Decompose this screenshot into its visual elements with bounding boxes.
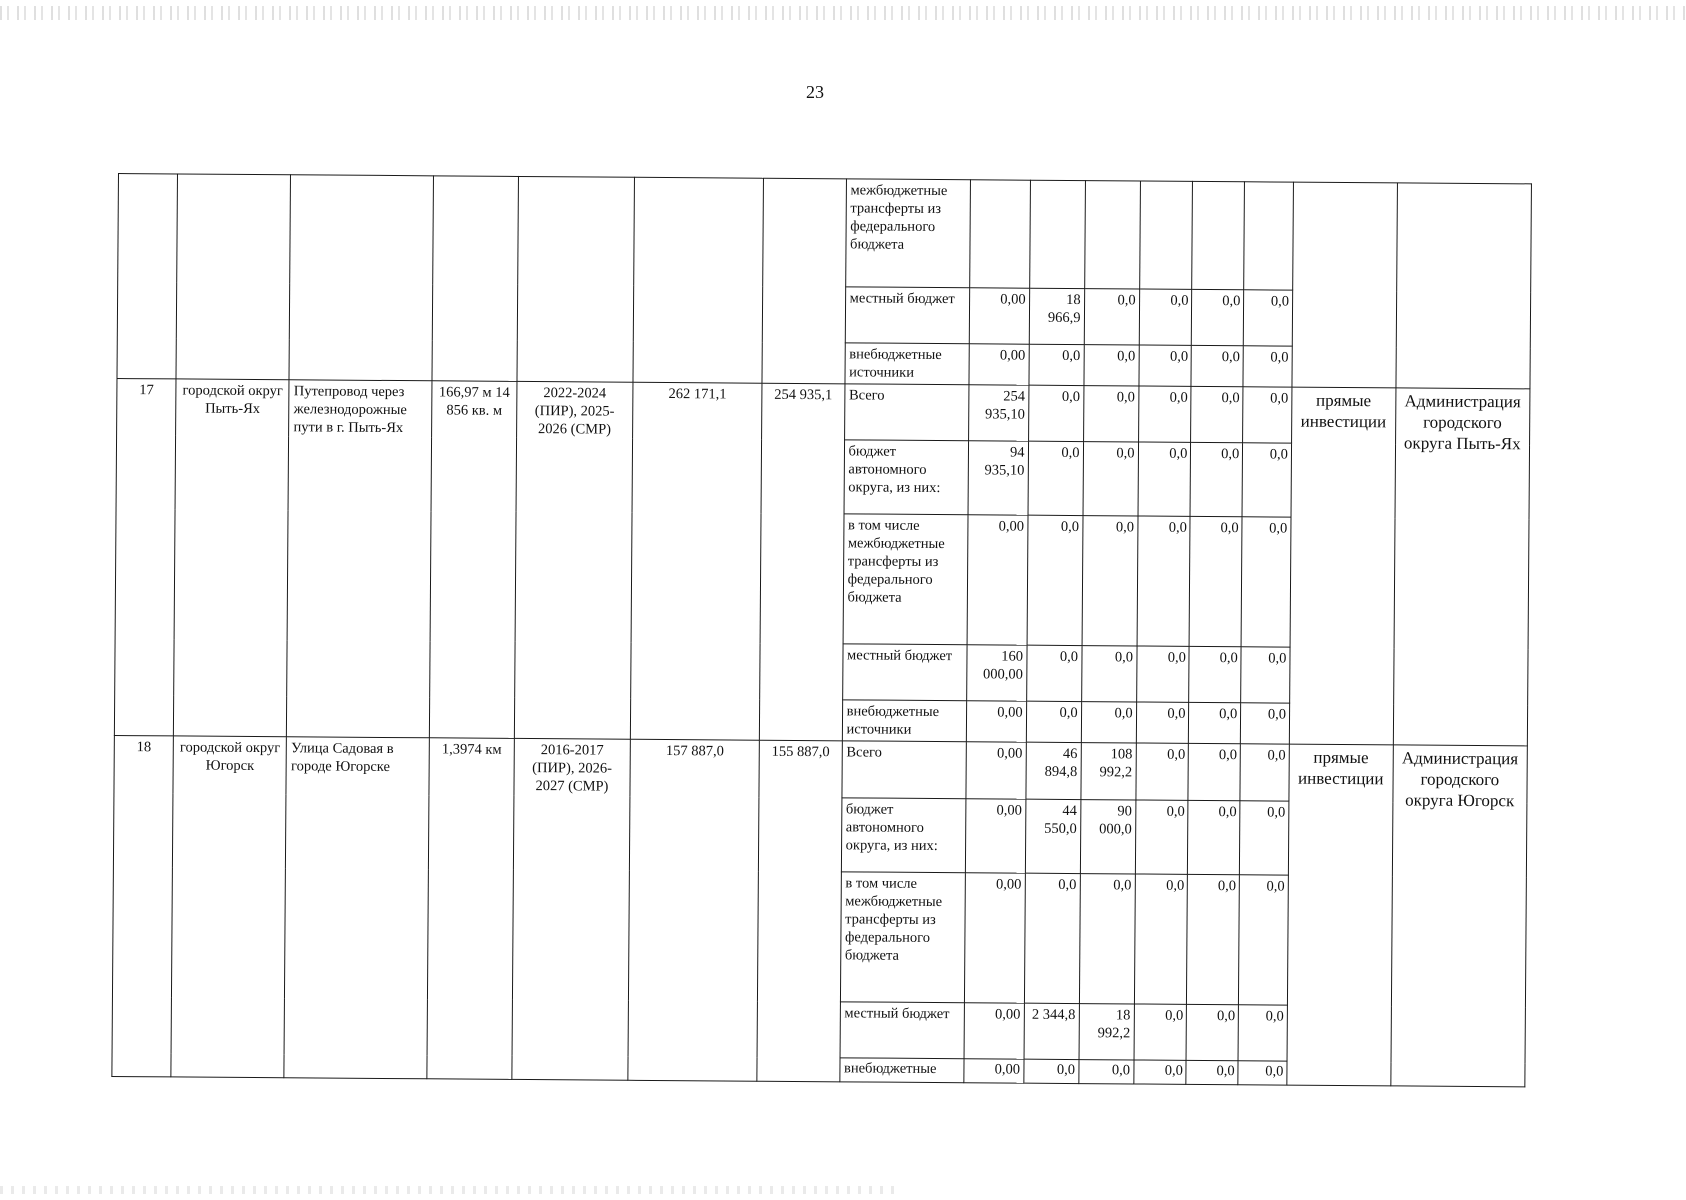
project-territory: городской округ Пыть-Ях <box>174 379 290 737</box>
amount-cell: 0,0 <box>1238 1061 1287 1085</box>
amount-cell <box>1139 181 1193 289</box>
funding-source: Всего <box>842 741 967 799</box>
amount-cell: 0,0 <box>1026 701 1081 742</box>
funding-source: бюджет автономного округа, из них: <box>844 440 969 515</box>
amount-cell: 0,0 <box>1133 1060 1186 1084</box>
amount-cell: 0,0 <box>1023 1059 1078 1083</box>
amount-cell: 0,0 <box>1240 744 1289 801</box>
project-capacity: 166,97 м 14 856 кв. м <box>430 381 517 739</box>
amount-cell: 0,0 <box>1028 441 1084 515</box>
project-remaining-cost: 254 935,1 <box>759 383 844 741</box>
amount-cell: 46 894,8 <box>1026 742 1081 799</box>
amount-cell: 108 992,2 <box>1081 743 1136 800</box>
amount-cell: 0,0 <box>1135 800 1188 874</box>
amount-cell: 0,0 <box>1028 385 1083 441</box>
funding-source: внебюджетные <box>839 1058 964 1083</box>
carry-territory-cell <box>176 174 291 380</box>
amount-cell: 0,0 <box>1189 702 1241 743</box>
funding-source: внебюджетные источники <box>842 700 967 742</box>
carry-capacity-cell <box>432 176 518 382</box>
table-row <box>118 174 1532 292</box>
scan-noise-top <box>0 6 1686 20</box>
amount-cell: 0,0 <box>1191 386 1243 442</box>
amount-cell: 0,0 <box>1242 443 1291 517</box>
amount-cell: 0,0 <box>1243 346 1292 387</box>
amount-cell: 0,0 <box>1186 1060 1238 1084</box>
project-object: Улица Садовая в городе Югорске <box>284 737 429 1079</box>
amount-cell: 0,0 <box>1190 516 1243 646</box>
amount-cell: 0,0 <box>1238 1005 1287 1061</box>
amount-cell: 0,0 <box>1241 517 1291 647</box>
amount-cell <box>1244 182 1293 290</box>
amount-cell: 44 550,0 <box>1025 799 1081 873</box>
table-row <box>117 378 1530 444</box>
amount-cell <box>1084 181 1140 289</box>
amount-cell: 0,0 <box>1188 743 1240 800</box>
amount-cell: 0,0 <box>1081 702 1136 743</box>
amount-cell: 0,00 <box>965 873 1025 1003</box>
amount-cell: 0,0 <box>1243 387 1292 443</box>
funding-source: бюджет автономного округа, из них: <box>841 798 966 873</box>
carry-remaining-cost-cell <box>762 178 846 384</box>
funding-source: местный бюджет <box>842 644 967 701</box>
amount-cell: 0,0 <box>1078 1060 1133 1084</box>
carry-number-cell <box>117 174 178 379</box>
amount-cell: 0,0 <box>1084 345 1139 386</box>
amount-cell: 0,0 <box>1191 345 1243 386</box>
scan-noise-bottom <box>0 1186 900 1194</box>
project-object: Путепровод через железнодорожные пути в г. Пыть-Ях <box>287 380 432 738</box>
amount-cell <box>970 180 1030 288</box>
amount-cell: 0,0 <box>1083 386 1138 442</box>
amount-cell: 0,0 <box>1138 386 1191 442</box>
project-estimated-cost: 157 887,0 <box>628 739 760 1081</box>
amount-cell: 0,0 <box>1186 1004 1238 1060</box>
amount-cell: 0,0 <box>1240 801 1289 875</box>
project-mechanism: прямые инвестиции <box>1289 387 1395 745</box>
amount-cell: 0,0 <box>1081 646 1136 702</box>
project-customer: Администрация городского округа Югорск <box>1390 745 1527 1087</box>
project-territory: городской округ Югорск <box>171 736 287 1078</box>
amount-cell: 0,0 <box>1241 703 1290 744</box>
amount-cell: 0,00 <box>967 701 1027 742</box>
amount-cell: 94 935,10 <box>968 441 1028 515</box>
project-estimated-cost: 262 171,1 <box>630 382 762 740</box>
amount-cell <box>1029 180 1085 288</box>
amount-cell: 0,0 <box>1187 874 1240 1004</box>
funding-source: в том числе межбюджетные трансферты из федерального бюджета <box>840 872 966 1003</box>
amount-cell: 0,00 <box>966 742 1026 799</box>
amount-cell: 0,00 <box>967 515 1027 645</box>
funding-source: местный бюджет <box>840 1002 965 1059</box>
amount-cell: 0,0 <box>1189 646 1241 702</box>
carry-period-cell <box>517 176 635 382</box>
page-number: 23 <box>806 82 824 102</box>
table-row <box>114 735 1527 802</box>
amount-cell: 0,0 <box>1137 516 1191 646</box>
amount-cell: 0,0 <box>1029 344 1084 385</box>
amount-cell: 0,0 <box>1244 290 1293 346</box>
amount-cell: 0,00 <box>964 1003 1024 1059</box>
funding-source: местный бюджет <box>845 287 970 344</box>
amount-cell: 0,0 <box>1134 1004 1187 1060</box>
amount-cell: 0,0 <box>1083 442 1139 516</box>
amount-cell: 0,0 <box>1239 875 1289 1005</box>
amount-cell: 160 000,00 <box>967 645 1027 701</box>
carry-object-cell <box>289 175 433 381</box>
amount-cell: 0,0 <box>1136 702 1189 743</box>
carry-estimated-cost-cell <box>633 177 764 383</box>
carry-customer-cell <box>1396 183 1532 389</box>
investment-table <box>111 173 1532 1087</box>
amount-cell: 0,00 <box>966 799 1026 873</box>
investment-table-sheet <box>111 173 1532 1093</box>
project-period: 2016-2017 (ПИР), 2026-2027 (СМР) <box>512 738 631 1080</box>
amount-cell: 0,0 <box>1027 515 1083 645</box>
funding-source: Всего <box>844 384 969 441</box>
project-number: 18 <box>112 735 174 1076</box>
amount-cell: 0,0 <box>1139 345 1192 386</box>
amount-cell: 18 966,9 <box>1029 288 1084 344</box>
amount-cell: 0,0 <box>1241 647 1290 703</box>
amount-cell: 0,0 <box>1079 874 1135 1004</box>
funding-source: межбюджетные трансферты из федерального бюджета <box>845 179 971 288</box>
amount-cell: 18 992,2 <box>1079 1004 1134 1060</box>
amount-cell: 254 935,10 <box>969 385 1029 441</box>
project-number: 17 <box>114 378 176 735</box>
amount-cell: 0,0 <box>1026 645 1081 701</box>
amount-cell: 0,0 <box>1188 800 1240 874</box>
amount-cell: 2 344,8 <box>1024 1003 1079 1059</box>
amount-cell: 0,0 <box>1139 289 1192 345</box>
amount-cell: 0,0 <box>1136 646 1189 702</box>
funding-source: внебюджетные источники <box>845 343 970 385</box>
amount-cell: 0,00 <box>964 1059 1023 1083</box>
project-capacity: 1,3974 км <box>427 738 514 1080</box>
amount-cell: 0,0 <box>1084 289 1139 345</box>
amount-cell: 0,0 <box>1024 873 1080 1003</box>
amount-cell: 90 000,0 <box>1080 800 1136 874</box>
amount-cell: 0,0 <box>1134 874 1188 1004</box>
amount-cell: 0,0 <box>1138 442 1191 516</box>
amount-cell: 0,0 <box>1136 743 1189 800</box>
project-customer: Администрация городского округа Пыть-Ях <box>1393 388 1530 746</box>
project-mechanism: прямые инвестиции <box>1287 744 1393 1086</box>
funding-source: в том числе межбюджетные трансферты из федерального бюджета <box>843 514 969 645</box>
amount-cell: 0,00 <box>970 288 1030 344</box>
amount-cell: 0,0 <box>1190 442 1242 516</box>
project-period: 2022-2024 (ПИР), 2025-2026 (СМР) <box>514 381 633 739</box>
project-remaining-cost: 155 887,0 <box>757 740 842 1082</box>
amount-cell <box>1192 181 1245 289</box>
amount-cell: 0,00 <box>969 344 1029 385</box>
amount-cell: 0,0 <box>1192 289 1244 345</box>
carry-mechanism-cell <box>1292 182 1397 388</box>
amount-cell: 0,0 <box>1082 516 1138 646</box>
